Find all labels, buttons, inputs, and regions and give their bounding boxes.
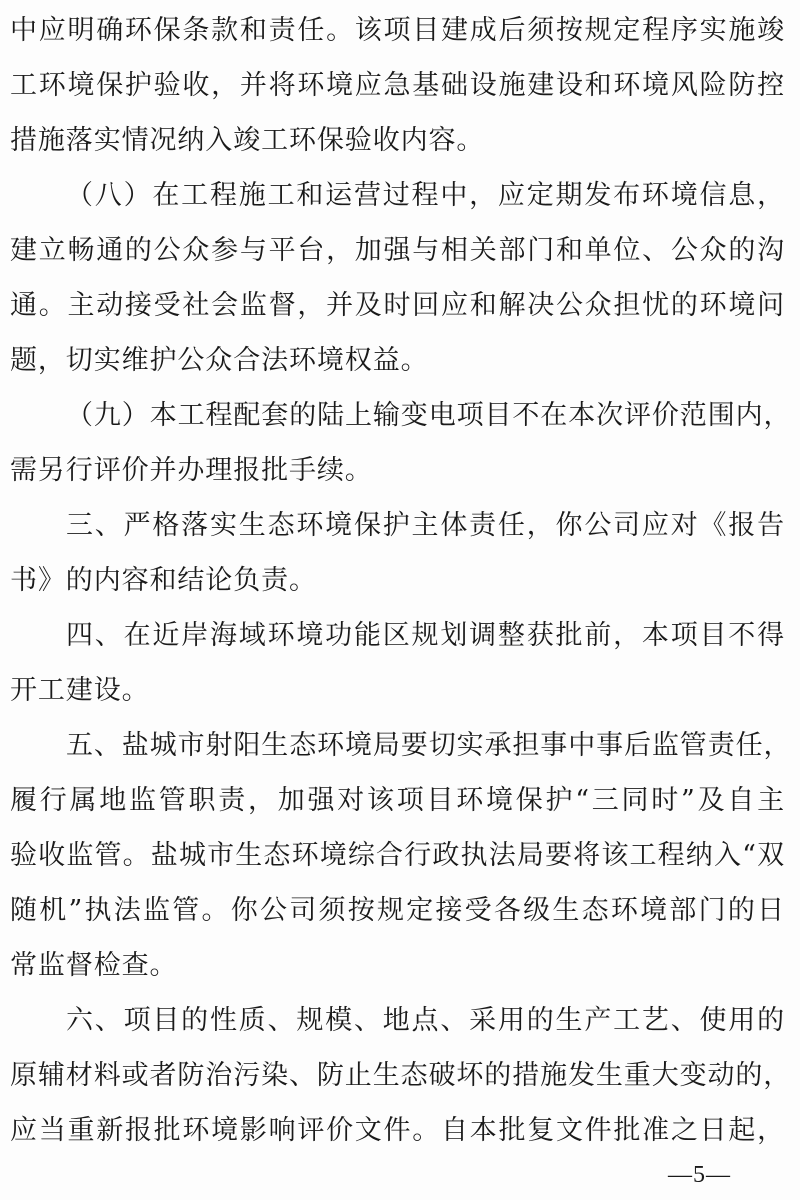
paragraph-start-line: （九）本工程配套的陆上输变电项目不在本次评价范围内， — [66, 400, 792, 431]
text-line: 措施落实情况纳入竣工环保验收内容。 — [10, 125, 485, 156]
text-line: 验收监管。盐城市生态环境综合行政执法局要将该工程纳入“双 — [10, 840, 785, 871]
text-line: 书》的内容和结论负责。 — [10, 565, 317, 596]
text-line: 通。主动接受社会监督，并及时回应和解决公众担忧的环境问 — [10, 290, 785, 321]
page-number: —5— — [668, 1162, 731, 1188]
paragraph-start-line: 三、严格落实生态环境保护主体责任，你公司应对《报告 — [66, 510, 785, 541]
text-line: 工环境保护验收，并将环境应急基础设施建设和环境风险防控 — [10, 70, 785, 101]
text-line: 履行属地监管职责，加强对该项目环境保护“三同时”及自主 — [10, 785, 785, 816]
text-line: 常监督检查。 — [10, 950, 178, 981]
text-line: 开工建设。 — [10, 675, 150, 706]
text-line: 需另行评价并办理报批手续。 — [10, 455, 373, 486]
paragraph-start-line: 六、项目的性质、规模、地点、采用的生产工艺、使用的 — [66, 1005, 785, 1036]
text-line: 原辅材料或者防治污染、防止生态破坏的措施发生重大变动的， — [10, 1060, 792, 1091]
text-line: 题，切实维护公众合法环境权益。 — [10, 345, 429, 376]
text-line: 建立畅通的公众参与平台，加强与相关部门和单位、公众的沟 — [10, 235, 785, 266]
paragraph-start-line: 四、在近岸海域环境功能区规划调整获批前，本项目不得 — [66, 620, 785, 651]
text-line: 随机”执法监管。你公司须按规定接受各级生态环境部门的日 — [10, 895, 785, 926]
text-line: 应当重新报批环境影响评价文件。自本批复文件批准之日起， — [10, 1115, 785, 1146]
text-line: 中应明确环保条款和责任。该项目建成后须按规定程序实施竣 — [10, 15, 785, 46]
paragraph-start-line: 五、盐城市射阳生态环境局要切实承担事中事后监管责任， — [66, 730, 792, 761]
paragraph-start-line: （八）在工程施工和运营过程中，应定期发布环境信息， — [66, 180, 785, 211]
